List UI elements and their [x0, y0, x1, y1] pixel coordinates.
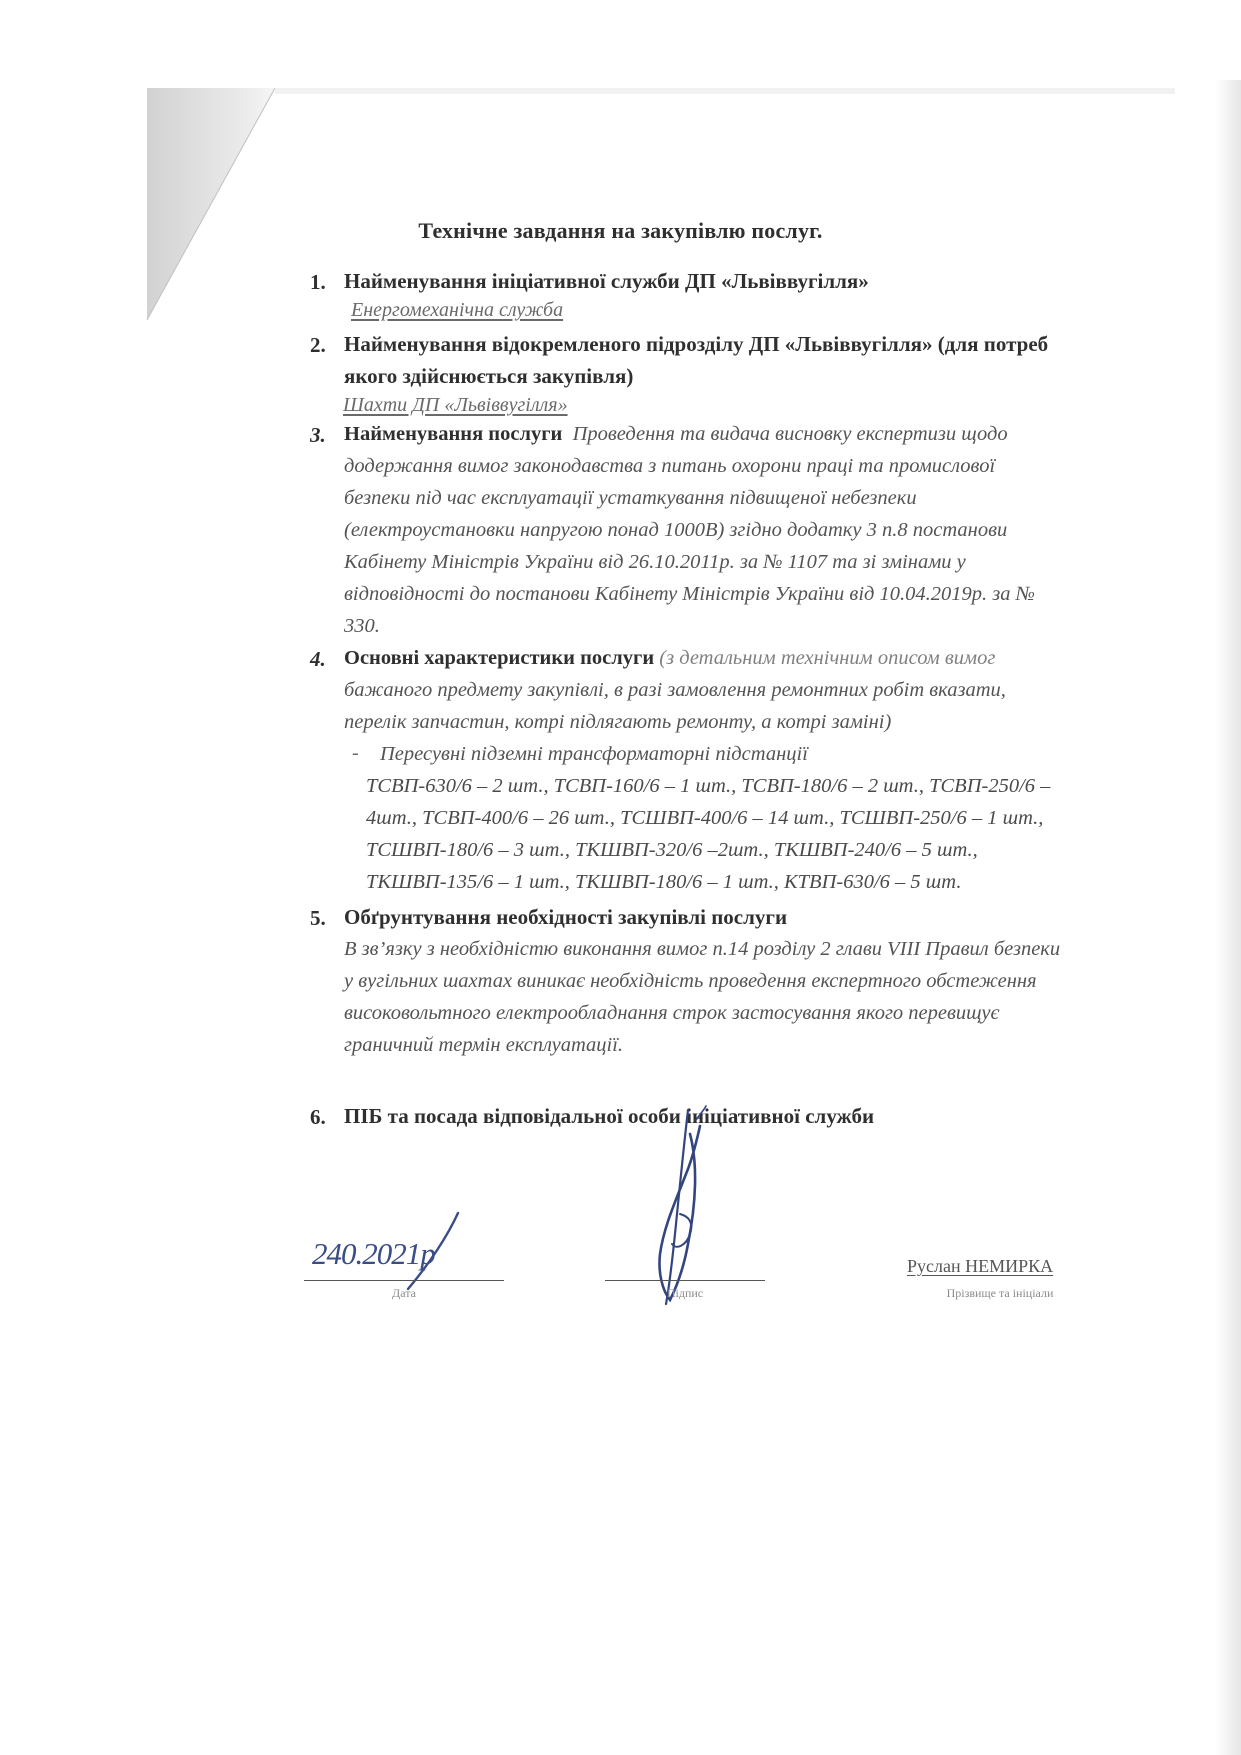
item-3-line-6: відповідності до постанови Кабінету Міністрів України від 10.04.2019р. за № — [344, 583, 1035, 605]
item-5-block — [344, 933, 1224, 1061]
item-4-heading: Основні характеристики послуги — [344, 647, 655, 669]
responsible-person-name: Руслан НЕМИРКА — [907, 1256, 1054, 1276]
item-4-text-1: (з детальним технічним описом вимог — [659, 647, 996, 669]
item-5-line-2: у вугільних шахтах виникає необхідність проведення експертного обстеження — [344, 970, 1037, 992]
item-3-line-5: Кабінету Міністрів України від 26.10.2011р. за № 1107 та зі змінами у — [344, 551, 966, 573]
date-caption: Дата — [392, 1286, 416, 1300]
item-1-number: 1. — [310, 270, 326, 294]
item-6-heading: ПІБ та посада відповідальної особи ініціативної служби — [344, 1104, 875, 1128]
name-caption: Прізвище та ініціали — [946, 1286, 1054, 1300]
item-5-line-4: граничний термін експлуатації. — [344, 1034, 624, 1056]
item-1-answer: Енергомеханічна служба — [351, 299, 564, 321]
item-3-number: 3. — [310, 423, 326, 447]
item-3-line-3: безпеки під час експлуатації устаткування підвищеної небезпеки — [344, 487, 917, 509]
signature-line — [605, 1280, 765, 1281]
item-3-line-4: (електроустановки напругою понад 1000В) згідно додатку 3 п.8 постанови — [344, 519, 1008, 541]
item-4-line-2: бажаного предмету закупівлі, в разі замовлення ремонтних робіт вказати, — [344, 679, 1006, 701]
item-4-block — [344, 642, 1204, 738]
item-3-line-7: 330. — [344, 615, 380, 637]
item-2-number: 2. — [310, 333, 326, 357]
item-3-text-1: Проведення та видача висновку експертизи щодо — [572, 423, 1008, 445]
item-3-block — [344, 418, 1204, 642]
item-4-bullet-line-1: ТСВП-630/6 – 2 шт., ТСВП-160/6 – 1 шт., ТСВП-180/6 – 2 шт., ТСВП-250/6 – — [366, 775, 1051, 797]
item-4-line-1 — [344, 642, 1204, 674]
item-1-heading: Найменування ініціативної служби ДП «Львіввугілля» — [344, 269, 869, 293]
item-5-line-3: високовольтного електрообладнання строк застосування якого перевищує — [344, 1002, 1000, 1024]
item-4-bullet-line-4: ТКШВП-135/6 – 1 шт., ТКШВП-180/6 – 1 шт., КТВП-630/6 – 5 шт. — [366, 871, 962, 893]
item-4-bullet-line-2: 4шт., ТСВП-400/6 – 26 шт., ТСШВП-400/6 – 14 шт., ТСШВП-250/6 – 1 шт., — [366, 807, 1044, 829]
item-2-answer: Шахти ДП «Львіввугілля» — [343, 394, 568, 416]
item-5-heading: Обґрунтування необхідності закупівлі послуги — [344, 905, 788, 929]
item-4-bullet-heading: Пересувні підземні трансформаторні підстанції — [380, 743, 808, 765]
date-handwritten: 240.2021р — [312, 1236, 435, 1271]
handwritten-signature — [600, 1104, 780, 1314]
item-6-number: 6. — [310, 1105, 326, 1129]
date-line — [304, 1280, 504, 1281]
item-3-heading: Найменування послуги — [344, 423, 563, 445]
item-3-line-1 — [344, 418, 1204, 450]
item-3-line-2: додержання вимог законодавства з питань охорони праці та промислової — [344, 455, 996, 477]
item-4-bullet-dash: - — [352, 742, 359, 764]
date-slash-stroke — [400, 1205, 480, 1295]
document-title: Технічне завдання на закупівлю послуг. — [418, 218, 823, 243]
item-5-number: 5. — [310, 906, 326, 930]
item-2-heading-line2: якого здійснюється закупівля) — [344, 364, 634, 388]
signature-caption: Підпис — [666, 1286, 704, 1300]
item-4-bullet-block — [366, 770, 1226, 898]
item-4-line-3: перелік запчастин, котрі підлягають ремонту, а котрі заміні) — [344, 711, 892, 733]
item-4-number: 4. — [310, 647, 326, 671]
item-2-heading-line1: Найменування відокремленого підрозділу ДП «Львіввугілля» (для потреб — [344, 332, 1049, 356]
item-4-bullet-line-3: ТСШВП-180/6 – 3 шт., ТКШВП-320/6 –2шт., ТКШВП-240/6 – 5 шт., — [366, 839, 978, 861]
item-5-line-1: В зв’язку з необхідністю виконання вимог п.14 розділу 2 глави VIII Правил безпеки — [344, 938, 1061, 960]
